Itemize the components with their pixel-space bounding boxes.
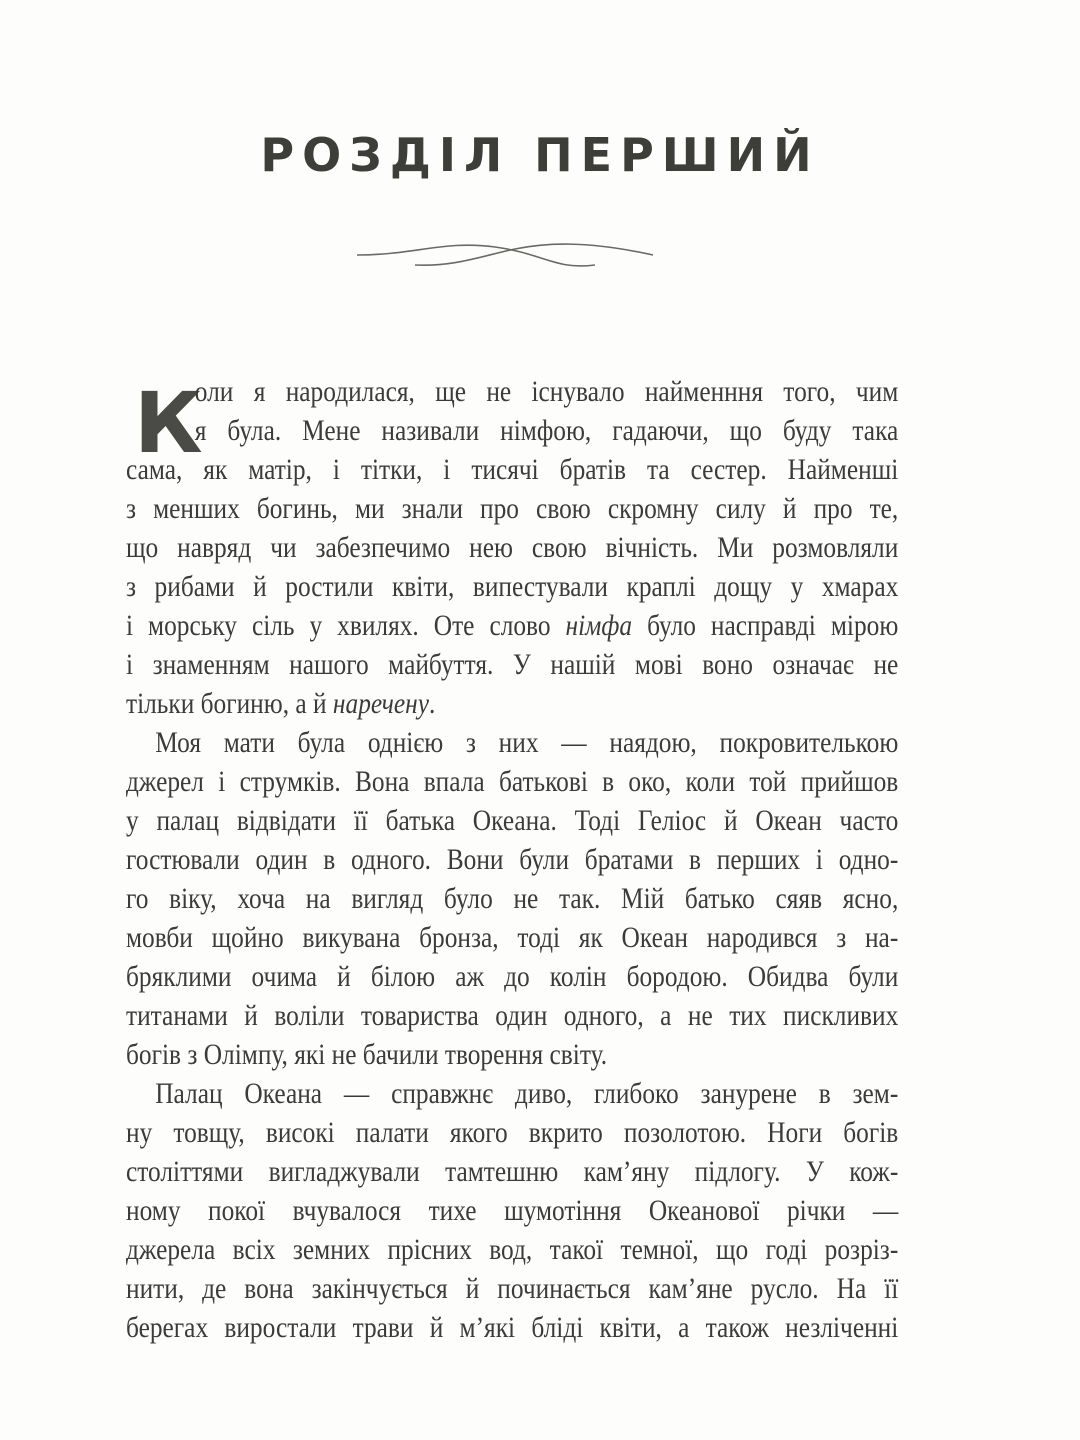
text-line <box>126 685 898 724</box>
text-line: ному покої вчувалося тихе шумотіння Океанової річки — <box>126 1195 899 1227</box>
text-line: що навряд чи забезпечимо нею свою вічність. Ми розмовляли <box>126 532 899 564</box>
text-line: гостювали один в одного. Вони були братами в перших і одно- <box>126 844 899 876</box>
text-line: Моя мати була однією з них — наядою, покровителькою <box>155 727 899 759</box>
paragraph-1 <box>126 373 898 724</box>
text-line: оли я народилася, ще не існувало найменння того, чим <box>194 376 899 408</box>
text-span: було насправді мірою <box>632 610 899 642</box>
text-line: сама, як матір, і тітки, і тисячі братів та сестер. Найменші <box>126 454 899 486</box>
body-text <box>126 373 899 1348</box>
paragraph-2 <box>126 724 898 1075</box>
drop-cap: К <box>134 374 203 472</box>
text-line: з рибами й ростили квіти, випестували краплі дощу у хмарах <box>126 571 899 603</box>
italic-term: наречену <box>332 688 430 720</box>
paragraph-3 <box>126 1075 898 1348</box>
text-span: тільки богиню, а й <box>126 688 333 720</box>
text-line: я була. Мене називали німфою, гадаючи, що буду така <box>194 415 899 447</box>
italic-term: німфа <box>565 610 633 642</box>
text-line: мовби щойно викувана бронза, тоді як Океан народився з на- <box>126 922 899 954</box>
text-line: нити, де вона закінчується й починається кам’яне русло. На її <box>126 1273 899 1305</box>
text-line: бряклими очима й білою аж до колін бородою. Обидва були <box>126 961 899 993</box>
text-line <box>126 607 898 646</box>
text-line: го віку, хоча на вигляд було не так. Мій батько сяяв ясно, <box>126 883 899 915</box>
text-line: століттями вигладжували тамтешню кам’яну підлогу. У кож- <box>126 1156 899 1188</box>
chapter-title: РОЗДІЛ ПЕРШИЙ <box>260 128 820 182</box>
text-line: і знаменням нашого майбуття. У нашій мові воно означає не <box>126 649 899 681</box>
wave-ornament-icon <box>355 235 655 275</box>
text-line: Палац Океана — справжнє диво, глибоко занурене в зем- <box>155 1078 899 1110</box>
text-line: у палац відвідати її батька Океана. Тоді Геліос й Океан часто <box>126 805 899 837</box>
text-span: . <box>429 688 436 720</box>
text-line: титанами й воліли товариства один одного, а не тих пискливих <box>126 1000 899 1032</box>
text-line: з менших богинь, ми знали про свою скромну силу й про те, <box>126 493 899 525</box>
text-line: джерела всіх земних прісних вод, такої темної, що годі розріз- <box>126 1234 899 1266</box>
text-line: ну товщу, високі палати якого вкрито позолотою. Ноги богів <box>126 1117 899 1149</box>
text-span: і морську сіль у хвилях. Оте слово <box>126 610 566 642</box>
text-line: джерел і струмків. Вона впала батькові в око, коли той прийшов <box>126 766 899 798</box>
text-line: берегах виростали трави й м’які бліді квіти, а також незліченні <box>126 1312 899 1344</box>
text-line: богів з Олімпу, які не бачили творення світу. <box>126 1039 608 1071</box>
